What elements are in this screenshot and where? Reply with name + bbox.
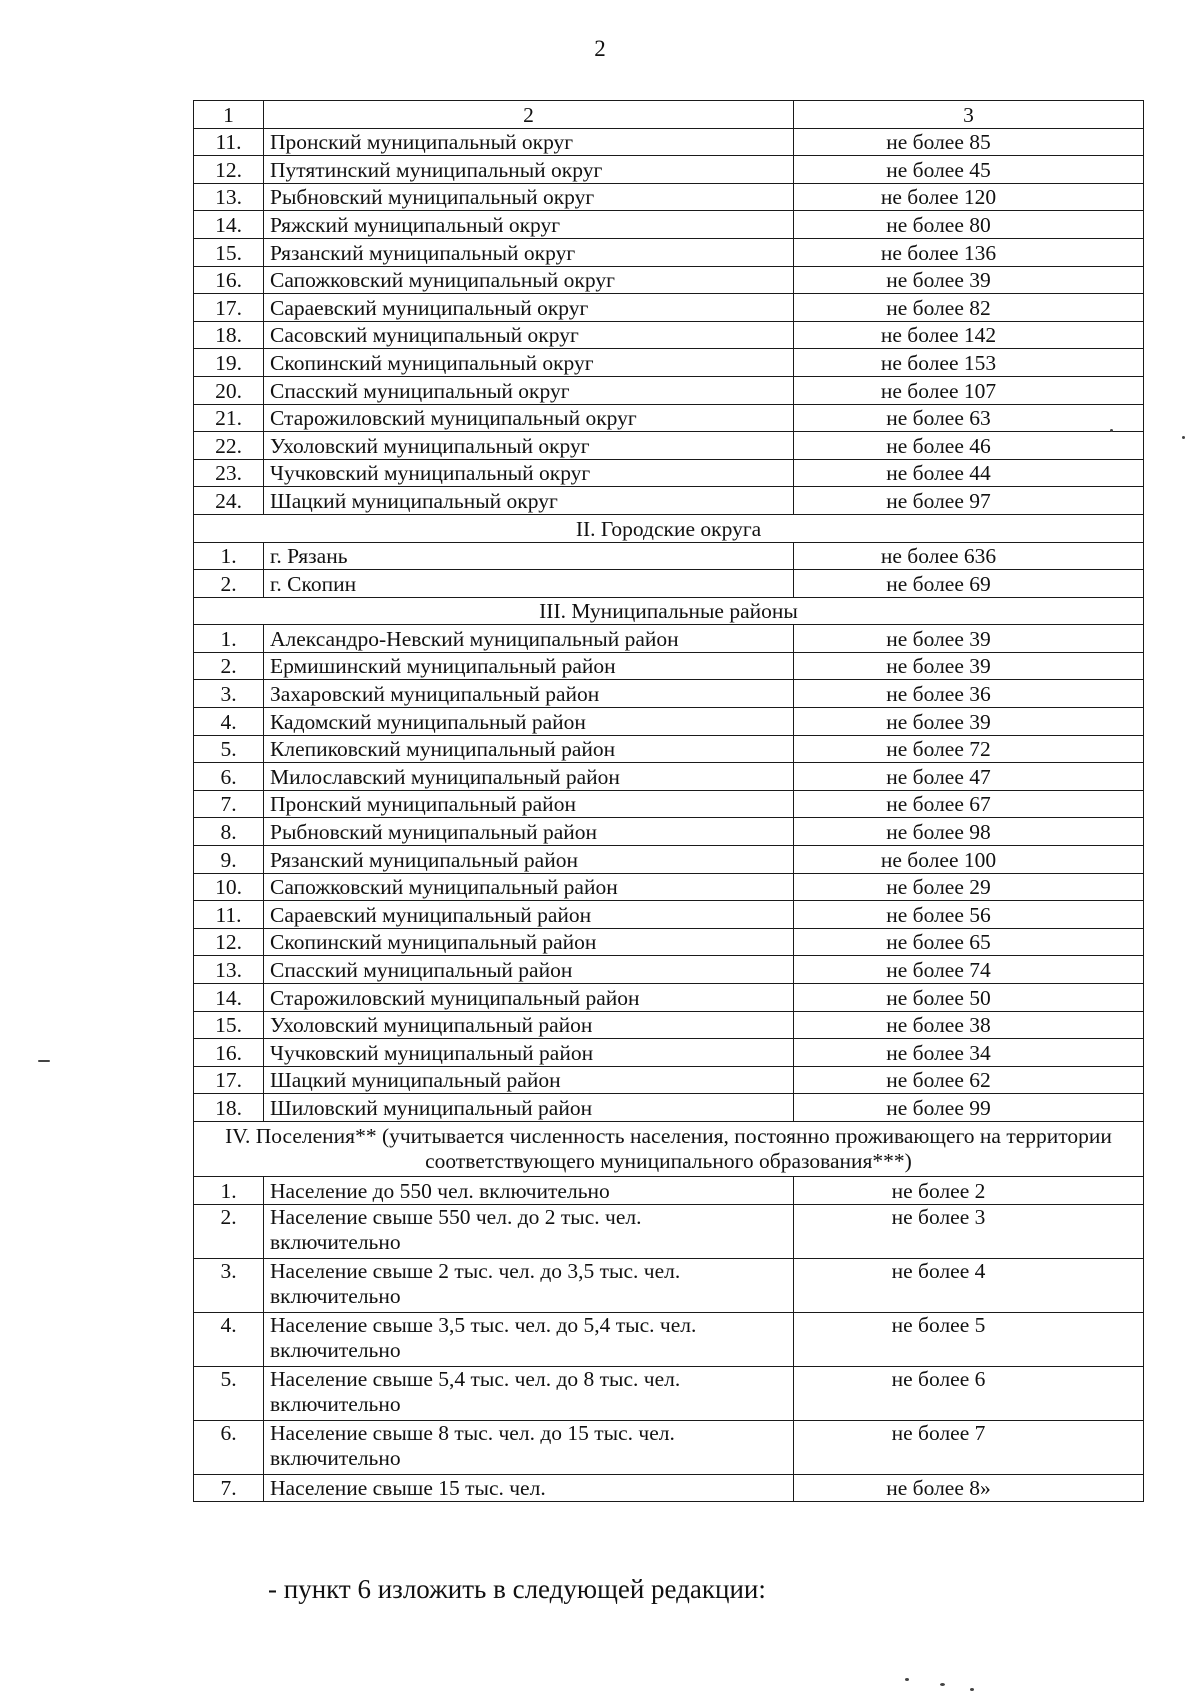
row-number: 21.	[194, 404, 264, 432]
table-row	[194, 156, 1144, 184]
row-limit: не более 107	[794, 376, 1144, 404]
row-limit: не более 29	[794, 873, 1144, 901]
section-heading: II. Городские округа	[194, 514, 1144, 542]
row-number: 7.	[194, 790, 264, 818]
table-row	[194, 680, 1144, 708]
row-limit: не более 39	[794, 625, 1144, 653]
row-number: 16.	[194, 266, 264, 294]
row-number: 18.	[194, 321, 264, 349]
table-row	[194, 321, 1144, 349]
row-number: 19.	[194, 349, 264, 377]
row-limit: не более 82	[794, 294, 1144, 322]
row-name: Старожиловский муниципальный округ	[264, 404, 794, 432]
table-header-row	[194, 101, 1144, 129]
row-name: Шиловский муниципальный район	[264, 1094, 794, 1122]
table-row	[194, 735, 1144, 763]
table-row	[194, 211, 1144, 239]
scan-speck	[940, 1683, 945, 1686]
row-name: Население свыше 8 тыс. чел. до 15 тыс. чел. включительно	[264, 1420, 794, 1474]
row-number: 12.	[194, 928, 264, 956]
row-limit: не более 63	[794, 404, 1144, 432]
row-number: 2.	[194, 1204, 264, 1258]
row-limit: не более 120	[794, 183, 1144, 211]
table-row	[194, 956, 1144, 984]
row-limit: не более 7	[794, 1420, 1144, 1474]
row-limit: не более 80	[794, 211, 1144, 239]
row-limit: не более 45	[794, 156, 1144, 184]
row-number: 23.	[194, 459, 264, 487]
row-number: 20.	[194, 376, 264, 404]
table-row	[194, 928, 1144, 956]
table-row	[194, 1420, 1144, 1474]
row-number: 5.	[194, 1366, 264, 1420]
table-row	[194, 459, 1144, 487]
table-row	[194, 404, 1144, 432]
table-row	[194, 1258, 1144, 1312]
row-name: Пронский муниципальный округ	[264, 128, 794, 156]
row-limit: не более 34	[794, 1039, 1144, 1067]
row-number: 14.	[194, 984, 264, 1012]
row-name: Население свыше 3,5 тыс. чел. до 5,4 тыс. чел. включительно	[264, 1312, 794, 1366]
row-name: Население свыше 5,4 тыс. чел. до 8 тыс. чел. включительно	[264, 1366, 794, 1420]
section-heading: III. Муниципальные районы	[194, 597, 1144, 625]
row-limit: не более 99	[794, 1094, 1144, 1122]
row-name: Кадомский муниципальный район	[264, 708, 794, 736]
row-limit: не более 39	[794, 708, 1144, 736]
row-number: 4.	[194, 708, 264, 736]
header-col-1: 1	[194, 101, 264, 129]
row-name: Старожиловский муниципальный район	[264, 984, 794, 1012]
row-number: 13.	[194, 956, 264, 984]
row-limit: не более 39	[794, 652, 1144, 680]
row-name: Ряжский муниципальный округ	[264, 211, 794, 239]
row-number: 12.	[194, 156, 264, 184]
row-limit: не более 3	[794, 1204, 1144, 1258]
table-row	[194, 1204, 1144, 1258]
row-number: 5.	[194, 735, 264, 763]
row-limit: не более 39	[794, 266, 1144, 294]
table-row	[194, 128, 1144, 156]
row-number: 8.	[194, 818, 264, 846]
row-limit: не более 74	[794, 956, 1144, 984]
section-heading: IV. Поселения** (учитывается численность населения, постоянно проживающего на территории соответствующего муниципального образования***)	[194, 1121, 1144, 1176]
row-name: Сапожковский муниципальный район	[264, 873, 794, 901]
table-row	[194, 570, 1144, 598]
row-limit: не более 98	[794, 818, 1144, 846]
row-name: Население свыше 550 чел. до 2 тыс. чел. включительно	[264, 1204, 794, 1258]
table-row	[194, 763, 1144, 791]
row-number: 1.	[194, 542, 264, 570]
row-name: Население свыше 15 тыс. чел.	[264, 1474, 794, 1502]
row-name: Чучковский муниципальный округ	[264, 459, 794, 487]
table-row	[194, 790, 1144, 818]
row-name: Клепиковский муниципальный район	[264, 735, 794, 763]
row-number: 17.	[194, 294, 264, 322]
scan-speck	[38, 1060, 50, 1062]
table-row	[194, 846, 1144, 874]
table-row	[194, 901, 1144, 929]
row-name: Шацкий муниципальный округ	[264, 487, 794, 515]
row-limit: не более 69	[794, 570, 1144, 598]
row-limit: не более 636	[794, 542, 1144, 570]
row-number: 9.	[194, 846, 264, 874]
row-limit: не более 85	[794, 128, 1144, 156]
row-limit: не более 153	[794, 349, 1144, 377]
section-heading-row	[194, 514, 1144, 542]
row-name: Спасский муниципальный округ	[264, 376, 794, 404]
row-limit: не более 36	[794, 680, 1144, 708]
table-row	[194, 984, 1144, 1012]
table-row	[194, 818, 1144, 846]
row-number: 14.	[194, 211, 264, 239]
table-row	[194, 652, 1144, 680]
table-row	[194, 376, 1144, 404]
row-number: 1.	[194, 1176, 264, 1204]
row-number: 4.	[194, 1312, 264, 1366]
row-number: 2.	[194, 570, 264, 598]
row-limit: не более 97	[794, 487, 1144, 515]
row-number: 11.	[194, 901, 264, 929]
section-heading-row	[194, 1121, 1144, 1176]
amendment-instruction: - пункт 6 изложить в следующей редакции:	[268, 1574, 766, 1604]
row-number: 22.	[194, 432, 264, 460]
row-number: 15.	[194, 1011, 264, 1039]
row-name: Александро-Невский муниципальный район	[264, 625, 794, 653]
row-name: Рязанский муниципальный округ	[264, 238, 794, 266]
header-col-3: 3	[794, 101, 1144, 129]
table-row	[194, 238, 1144, 266]
row-limit: не более 65	[794, 928, 1144, 956]
scan-speck	[1182, 436, 1185, 439]
table-row	[194, 349, 1144, 377]
row-name: г. Рязань	[264, 542, 794, 570]
row-number: 1.	[194, 625, 264, 653]
row-name: Спасский муниципальный район	[264, 956, 794, 984]
row-number: 18.	[194, 1094, 264, 1122]
row-name: Сасовский муниципальный округ	[264, 321, 794, 349]
row-name: Шацкий муниципальный район	[264, 1066, 794, 1094]
row-name: Ермишинский муниципальный район	[264, 652, 794, 680]
row-name: Рязанский муниципальный район	[264, 846, 794, 874]
row-limit: не более 8»	[794, 1474, 1144, 1502]
row-name: Население свыше 2 тыс. чел. до 3,5 тыс. чел. включительно	[264, 1258, 794, 1312]
table-row	[194, 873, 1144, 901]
table-row	[194, 183, 1144, 211]
table-row	[194, 542, 1144, 570]
scan-speck	[970, 1688, 974, 1691]
row-limit: не более 62	[794, 1066, 1144, 1094]
section-heading-row	[194, 597, 1144, 625]
row-limit: не более 46	[794, 432, 1144, 460]
row-name: Население до 550 чел. включительно	[264, 1176, 794, 1204]
table-row	[194, 1094, 1144, 1122]
scan-speck	[1110, 429, 1113, 432]
row-limit: не более 44	[794, 459, 1144, 487]
row-number: 2.	[194, 652, 264, 680]
row-name: Чучковский муниципальный район	[264, 1039, 794, 1067]
table-row	[194, 1066, 1144, 1094]
row-limit: не более 56	[794, 901, 1144, 929]
table-row	[194, 266, 1144, 294]
page-number: 2	[594, 36, 606, 61]
row-name: Сараевский муниципальный район	[264, 901, 794, 929]
limits-table	[193, 100, 1144, 1502]
row-limit: не более 100	[794, 846, 1144, 874]
table-row	[194, 1312, 1144, 1366]
table-row	[194, 1176, 1144, 1204]
row-number: 3.	[194, 1258, 264, 1312]
row-limit: не более 50	[794, 984, 1144, 1012]
table-row	[194, 625, 1144, 653]
row-name: Ухоловский муниципальный округ	[264, 432, 794, 460]
row-number: 24.	[194, 487, 264, 515]
row-limit: не более 2	[794, 1176, 1144, 1204]
row-name: Рыбновский муниципальный район	[264, 818, 794, 846]
row-name: Захаровский муниципальный район	[264, 680, 794, 708]
row-name: Скопинский муниципальный округ	[264, 349, 794, 377]
row-name: Ухоловский муниципальный район	[264, 1011, 794, 1039]
table-row	[194, 1474, 1144, 1502]
row-limit: не более 5	[794, 1312, 1144, 1366]
row-number: 15.	[194, 238, 264, 266]
table-row	[194, 432, 1144, 460]
row-number: 16.	[194, 1039, 264, 1067]
row-number: 10.	[194, 873, 264, 901]
scan-speck	[905, 1678, 909, 1681]
row-name: Скопинский муниципальный район	[264, 928, 794, 956]
row-number: 6.	[194, 1420, 264, 1474]
row-number: 6.	[194, 763, 264, 791]
table-row	[194, 487, 1144, 515]
table-row	[194, 708, 1144, 736]
row-name: Пронский муниципальный район	[264, 790, 794, 818]
row-name: г. Скопин	[264, 570, 794, 598]
row-name: Путятинский муниципальный округ	[264, 156, 794, 184]
row-limit: не более 38	[794, 1011, 1144, 1039]
table-row	[194, 1039, 1144, 1067]
row-limit: не более 72	[794, 735, 1144, 763]
row-name: Сапожковский муниципальный округ	[264, 266, 794, 294]
row-number: 3.	[194, 680, 264, 708]
row-name: Рыбновский муниципальный округ	[264, 183, 794, 211]
header-col-2: 2	[264, 101, 794, 129]
row-name: Сараевский муниципальный округ	[264, 294, 794, 322]
row-limit: не более 47	[794, 763, 1144, 791]
table-row	[194, 1011, 1144, 1039]
row-number: 13.	[194, 183, 264, 211]
row-limit: не более 136	[794, 238, 1144, 266]
table-row	[194, 1366, 1144, 1420]
row-limit: не более 142	[794, 321, 1144, 349]
row-name: Милославский муниципальный район	[264, 763, 794, 791]
row-limit: не более 6	[794, 1366, 1144, 1420]
row-limit: не более 4	[794, 1258, 1144, 1312]
row-limit: не более 67	[794, 790, 1144, 818]
table-row	[194, 294, 1144, 322]
row-number: 17.	[194, 1066, 264, 1094]
row-number: 7.	[194, 1474, 264, 1502]
row-number: 11.	[194, 128, 264, 156]
